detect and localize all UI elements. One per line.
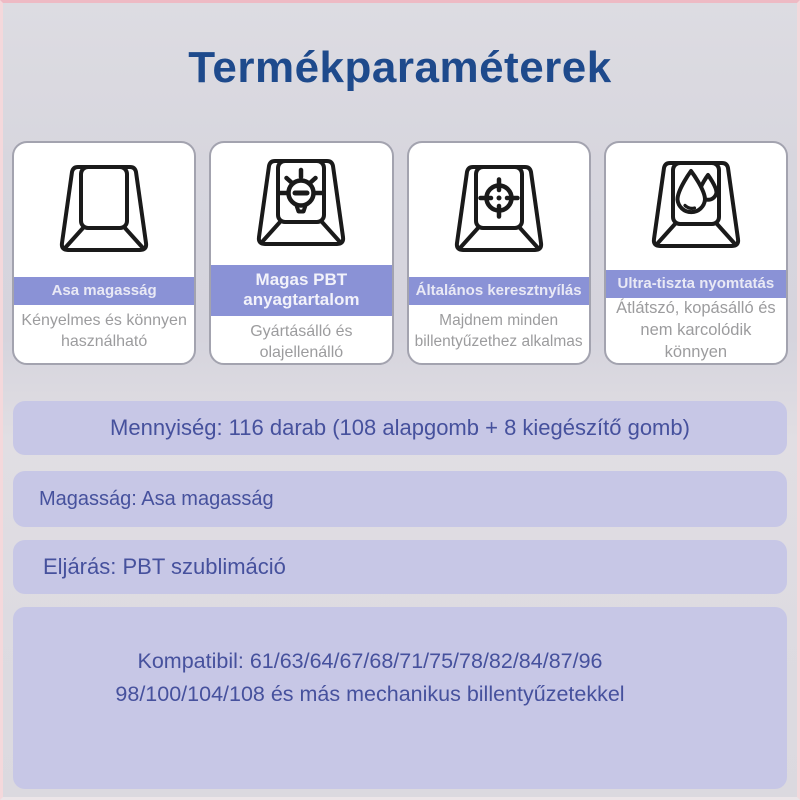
- feature-card-cross-stem: [407, 141, 591, 365]
- feature-card-asa-height: [12, 141, 196, 365]
- feature-band: Általános keresztnyílás: [409, 277, 589, 305]
- page-title: Termékparaméterek: [188, 43, 612, 92]
- compatibility-line-1: Kompatibil: 61/63/64/67/68/71/75/78/82/84/87/96: [137, 649, 603, 673]
- feature-card-clear-print: [604, 141, 788, 365]
- feature-cards: [3, 133, 797, 365]
- feature-description: Átlátszó, kopásálló és nem karcolódik könnyen: [616, 299, 776, 361]
- parameter-rows: [13, 401, 787, 789]
- compatibility-row: [13, 607, 787, 789]
- feature-card-pbt-material: [209, 141, 393, 365]
- feature-description: Majdnem minden billentyűzethez alkalmas: [414, 312, 583, 351]
- compatibility-line-2: 98/100/104/108 és más mechanikus billentyűzetekkel: [115, 682, 625, 706]
- feature-band: Asa magasság: [14, 277, 194, 305]
- quantity-row: Mennyiség: 116 darab (108 alapgomb + 8 kiegészítő gomb): [13, 401, 787, 455]
- keycap-crosshair-icon: [409, 143, 589, 277]
- feature-band: Ultra-tiszta nyomtatás: [606, 270, 786, 298]
- feature-description: Gyártásálló és olajellenálló: [250, 323, 353, 361]
- keycap-plain-icon: [14, 143, 194, 277]
- keycap-waterdrops-icon: [606, 143, 786, 270]
- feature-description: Kényelmes és könnyen használható: [21, 312, 187, 351]
- height-row: Magasság: Asa magasság: [13, 471, 787, 527]
- feature-band: Magas PBT anyagtartalom: [211, 265, 391, 316]
- process-row: Eljárás: PBT szublimáció: [13, 540, 787, 594]
- keycap-lightbulb-icon: [211, 143, 391, 265]
